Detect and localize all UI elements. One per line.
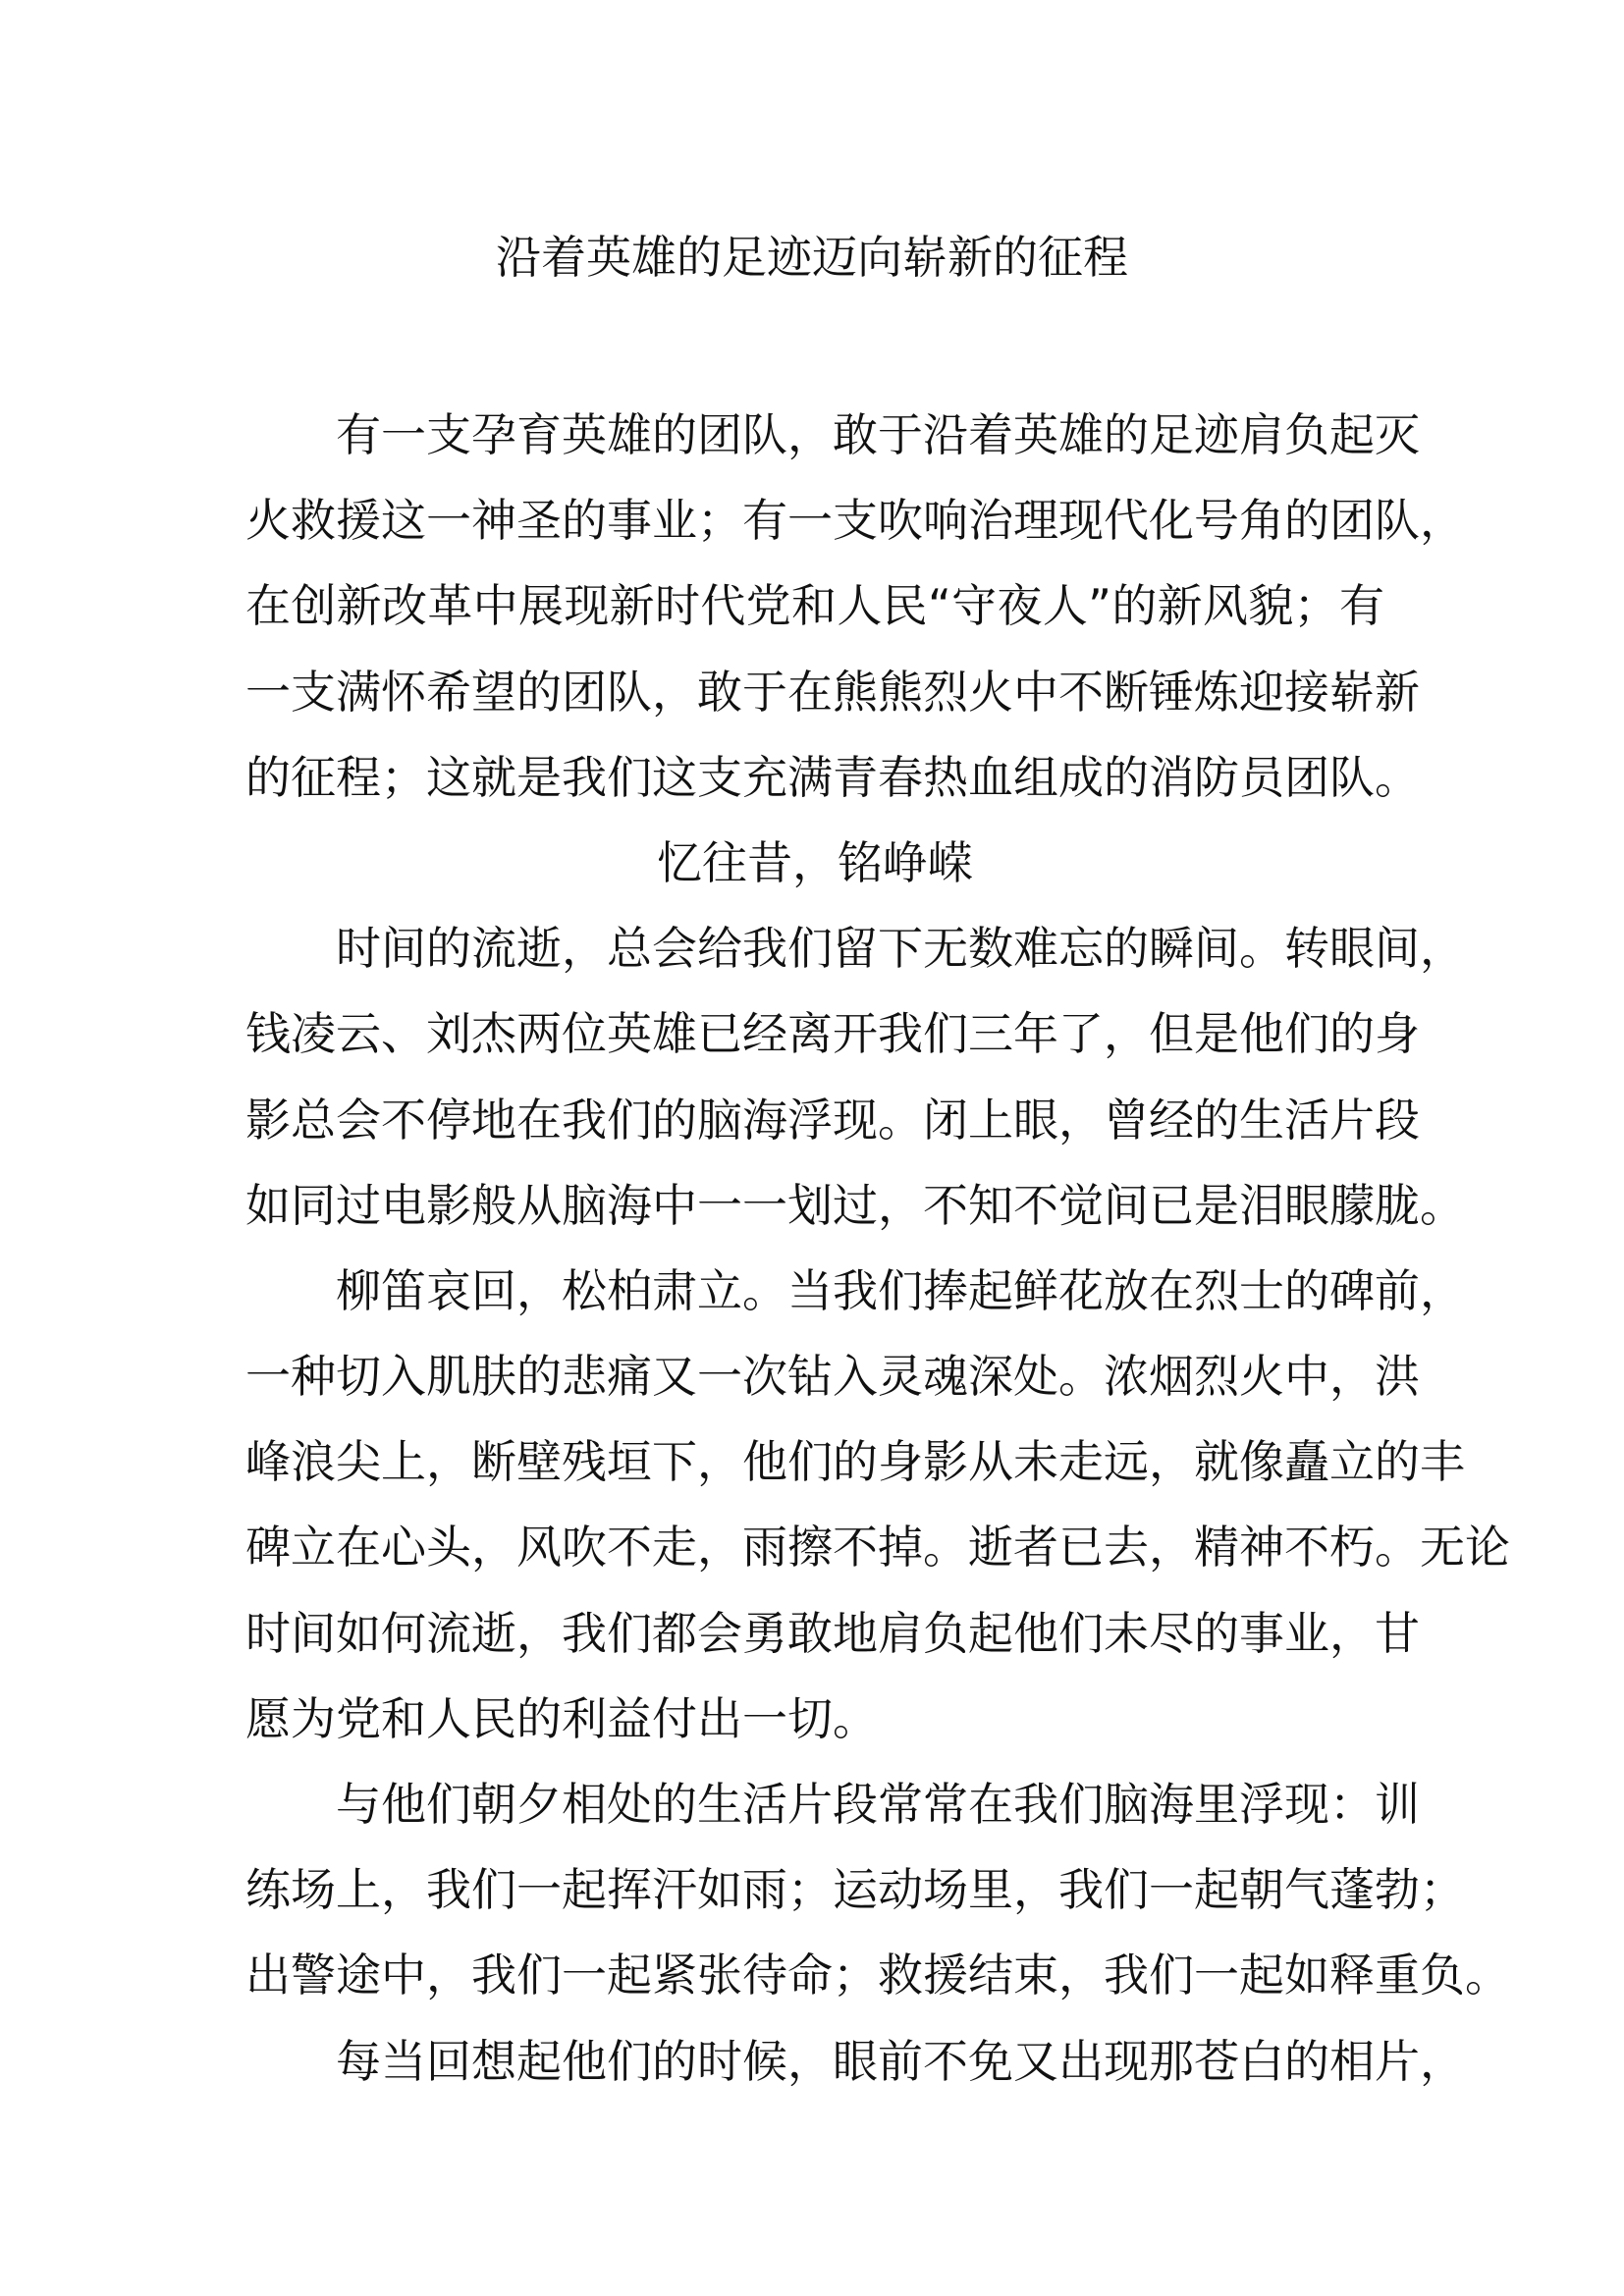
paragraph-line: 如同过电影般从脑海中一一划过，不知不觉间已是泪眼朦胧。 [245, 1178, 1465, 1232]
paragraph-line: 火救援这一神圣的事业；有一支吹响治理现代化号角的团队， [245, 494, 1465, 548]
paragraph-line: 钱凌云、刘杰两位英雄已经离开我们三年了，但是他们的身 [245, 1007, 1420, 1061]
paragraph-line: 出警途中，我们一起紧张待命；救援结束，我们一起如释重负。 [245, 1949, 1510, 2002]
paragraph-line: 在创新改革中展现新时代党和人民“守夜人”的新风貌；有 [245, 579, 1384, 633]
paragraph-line: 峰浪尖上，断壁残垣下，他们的身影从未走远，就像矗立的丰 [245, 1435, 1465, 1489]
paragraph-line: 柳笛哀回，松柏肃立。当我们捧起鲜花放在烈士的碑前， [336, 1263, 1465, 1317]
document-title: 沿着英雄的足迹迈向崭新的征程 [496, 231, 1128, 284]
paragraph-line: 的征程；这就是我们这支充满青春热血组成的消防员团队。 [245, 750, 1420, 804]
paragraph-line: 练场上，我们一起挥汗如雨；运动场里，我们一起朝气蓬勃； [245, 1863, 1465, 1917]
paragraph-line: 碑立在心头，风吹不走，雨擦不掉。逝者已去，精神不朽。无论 [245, 1521, 1510, 1575]
paragraph-line: 与他们朝夕相处的生活片段常常在我们脑海里浮现：训 [336, 1778, 1420, 1831]
paragraph-line: 愿为党和人民的利益付出一切。 [245, 1691, 878, 1745]
paragraph-line: 一支满怀希望的团队，敢于在熊熊烈火中不断锤炼迎接崭新 [245, 665, 1420, 719]
paragraph-line: 一种切入肌肤的悲痛又一次钻入灵魂深处。浓烟烈火中，洪 [245, 1350, 1420, 1404]
paragraph-line: 有一支孕育英雄的团队，敢于沿着英雄的足迹肩负起灭 [336, 408, 1420, 461]
paragraph-line: 每当回想起他们的时候，眼前不免又出现那苍白的相片， [336, 2034, 1465, 2088]
paragraph-line: 时间的流逝，总会给我们留下无数难忘的瞬间。转眼间， [336, 922, 1465, 976]
section-heading: 忆往昔，铭峥嵘 [657, 835, 973, 889]
document-body [245, 393, 1510, 2105]
paragraph-line: 影总会不停地在我们的脑海浮现。闭上眼，曾经的生活片段 [245, 1093, 1420, 1147]
paragraph-line: 时间如何流逝，我们都会勇敢地肩负起他们未尽的事业，甘 [245, 1606, 1420, 1660]
